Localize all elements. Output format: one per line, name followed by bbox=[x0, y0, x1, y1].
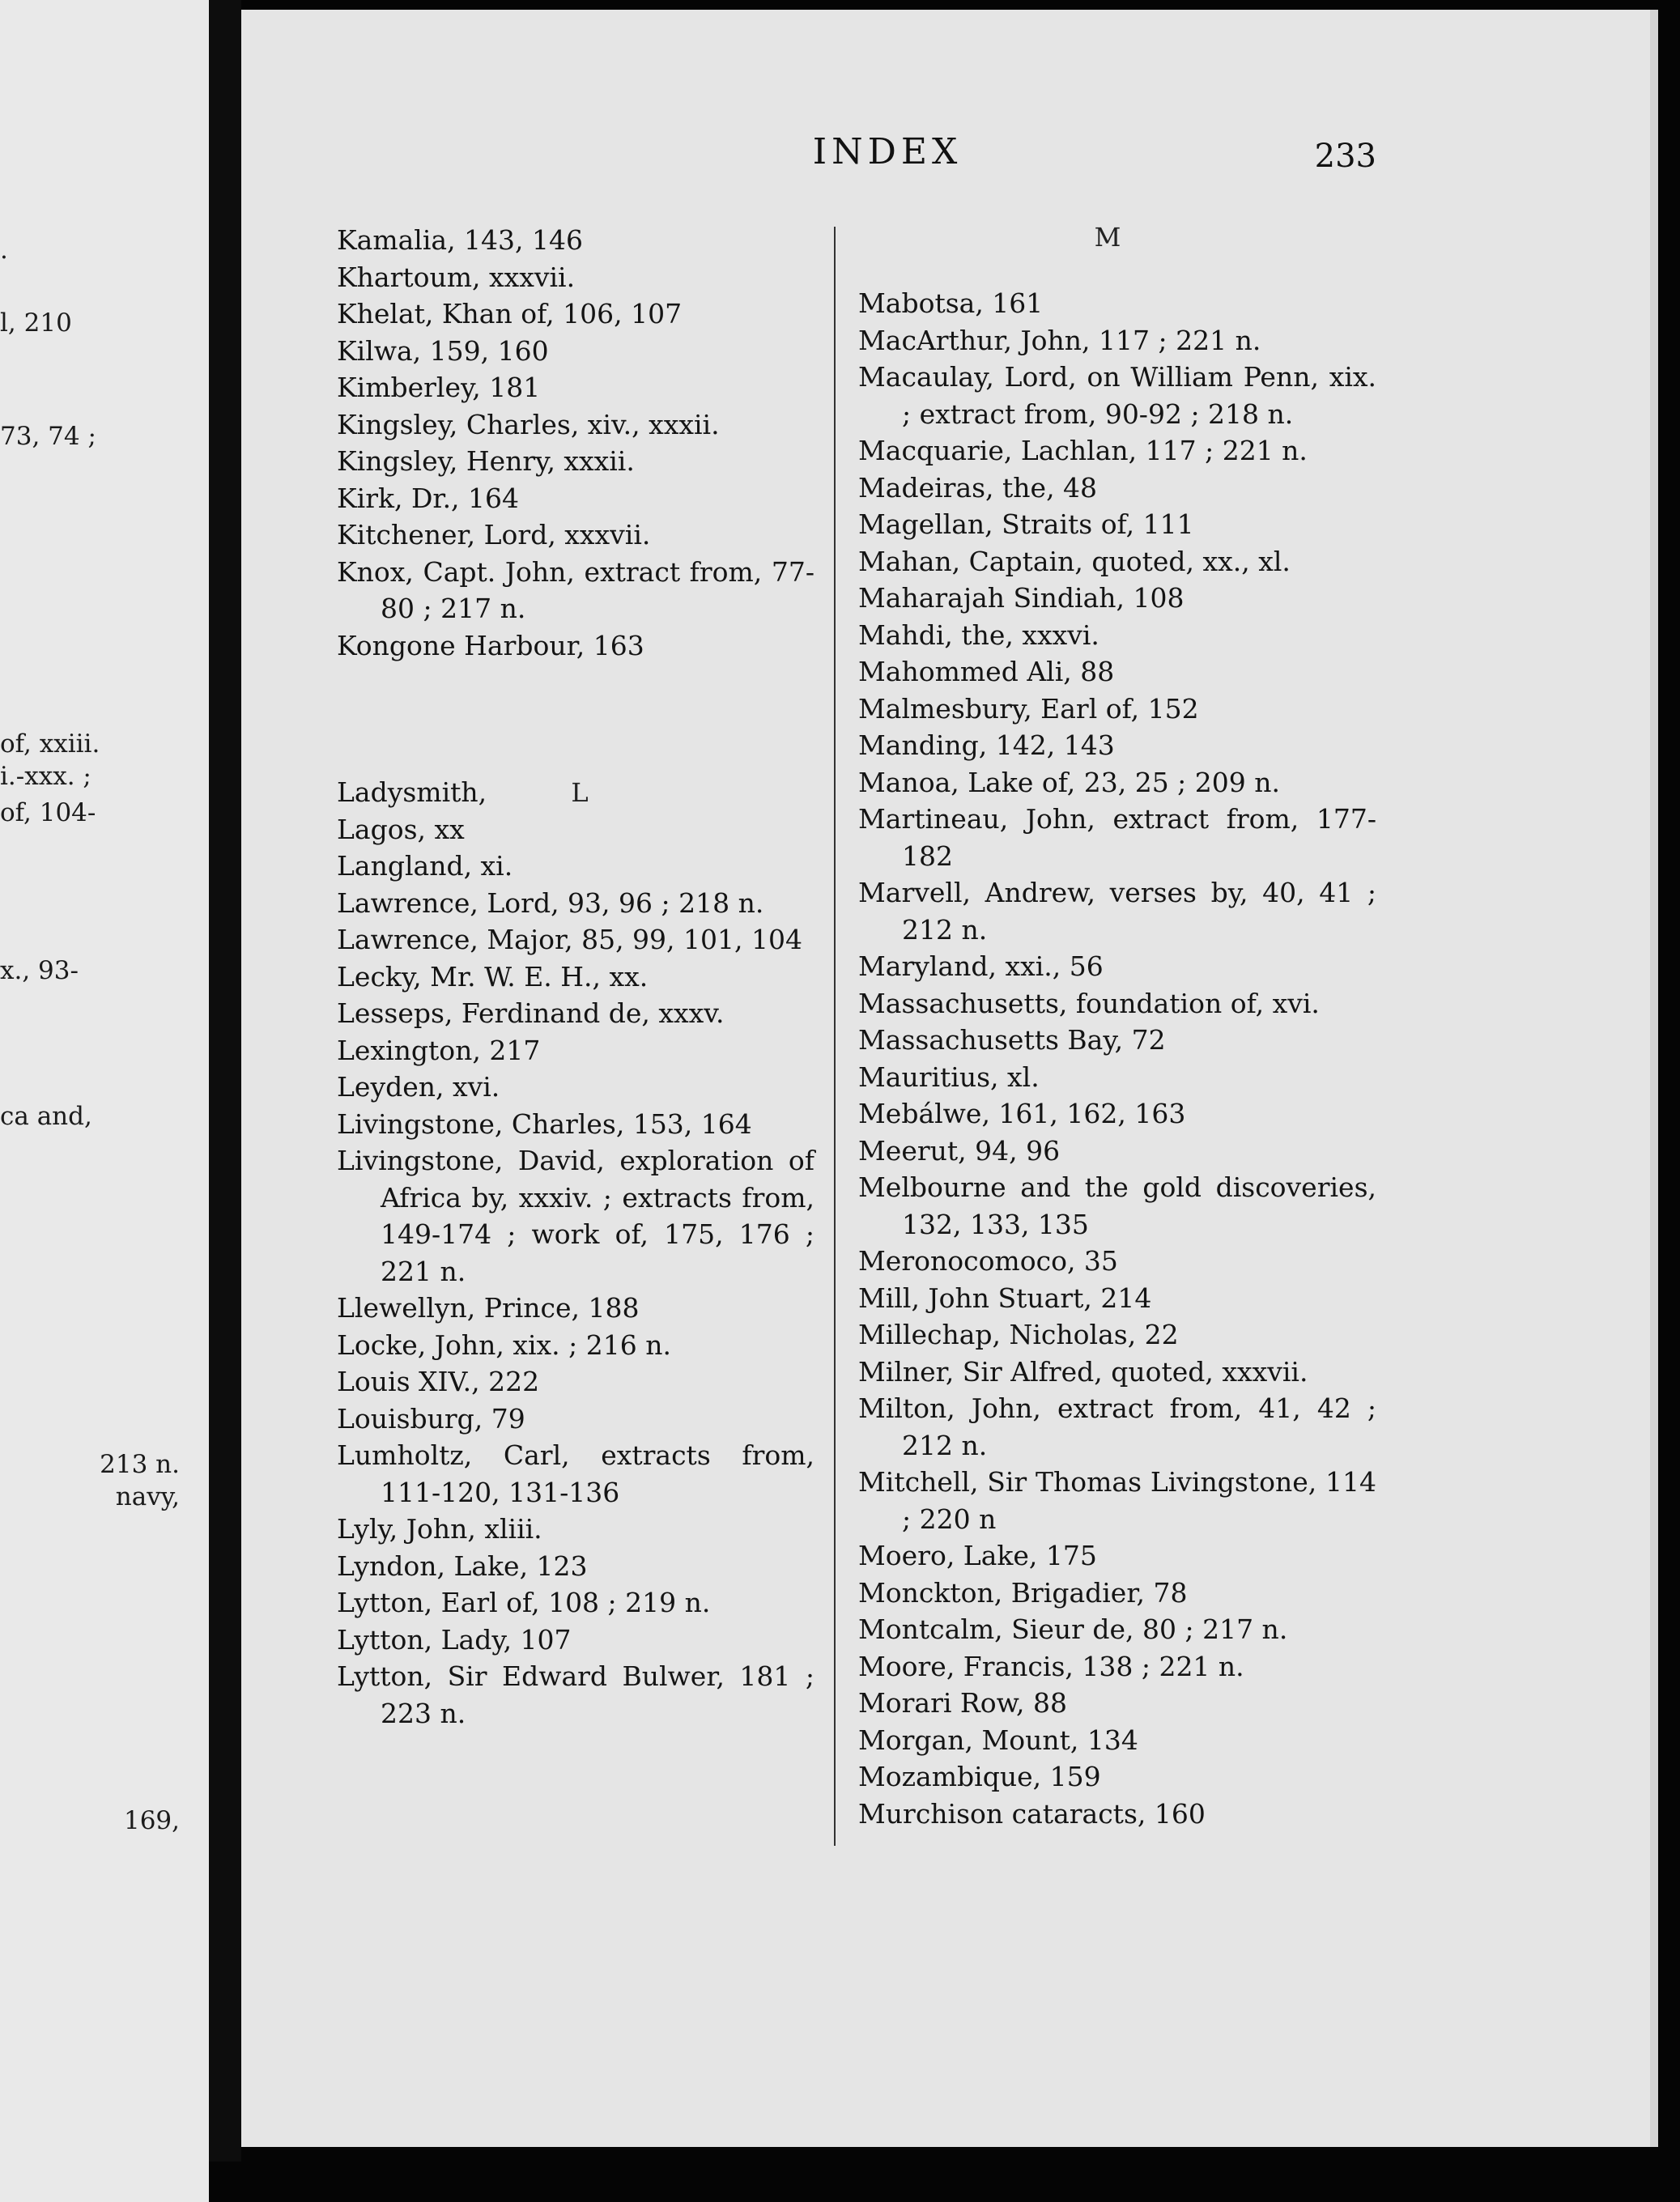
index-entry: Llewellyn, Prince, 188 bbox=[337, 1292, 640, 1324]
index-entry: Mahan, Captain, quoted, xx., xl. bbox=[858, 545, 1291, 577]
index-entry: Montcalm, Sieur de, 80 ; 217 n. bbox=[858, 1613, 1288, 1645]
index-entry: Melbourne and the gold discoveries, 132, 133, 135 bbox=[858, 1171, 1376, 1240]
index-entry: Kingsley, Henry, xxxii. bbox=[337, 445, 635, 477]
index-entry: Lyly, John, xliii. bbox=[337, 1513, 542, 1545]
index-entry: Maharajah Sindiah, 108 bbox=[858, 582, 1185, 614]
page-edge bbox=[1650, 10, 1658, 2147]
index-entry: Leyden, xvi. bbox=[337, 1071, 500, 1103]
column-rule bbox=[834, 227, 836, 1846]
index-entry: Mitchell, Sir Thomas Livingstone, 114 ; 220 n bbox=[858, 1466, 1376, 1535]
index-entry: Moero, Lake, 175 bbox=[858, 1540, 1097, 1571]
index-entry: Louis XIV., 222 bbox=[337, 1366, 540, 1397]
facing-page-fragment: x., 93- bbox=[0, 956, 79, 985]
index-entry: Lagos, xx bbox=[337, 813, 465, 845]
facing-page-fragment: . bbox=[0, 236, 8, 265]
index-entry: Moore, Francis, 138 ; 221 n. bbox=[858, 1650, 1244, 1682]
index-entry: Lawrence, Lord, 93, 96 ; 218 n. bbox=[337, 886, 764, 919]
index-entry: Magellan, Straits of, 111 bbox=[858, 508, 1194, 540]
index-entry: Massachusetts Bay, 72 bbox=[858, 1024, 1166, 1056]
index-entry: Mahdi, the, xxxvi. bbox=[858, 619, 1099, 651]
index-entry: Kirk, Dr., 164 bbox=[337, 482, 520, 514]
index-entry: Kilwa, 159, 160 bbox=[337, 334, 549, 367]
facing-page-fragment: 73, 74 ; bbox=[0, 422, 96, 451]
index-entry: Lytton, Sir Edward Bulwer, 181 ; 223 n. bbox=[337, 1660, 814, 1729]
index-entry: Louisburg, 79 bbox=[337, 1402, 525, 1435]
index-column-right bbox=[858, 285, 1376, 1832]
index-column-left bbox=[337, 222, 814, 1732]
index-entry: Massachusetts, foundation of, xvi. bbox=[858, 987, 1320, 1019]
index-entry: Macquarie, Lachlan, 117 ; 221 n. bbox=[858, 435, 1308, 466]
index-entry: Macaulay, Lord, on William Penn, xix. ; extract from, 90-92 ; 218 n. bbox=[858, 361, 1376, 430]
index-entry: Martineau, John, extract from, 177-182 bbox=[858, 803, 1376, 872]
index-entry: Khartoum, xxxvii. bbox=[337, 261, 576, 293]
section-letter-l: L bbox=[571, 777, 589, 808]
index-entry: Mauritius, xl. bbox=[858, 1061, 1040, 1093]
index-entry: Mozambique, 159 bbox=[858, 1761, 1101, 1792]
index-entry: MacArthur, John, 117 ; 221 n. bbox=[858, 324, 1261, 356]
index-entry: Monckton, Brigadier, 78 bbox=[858, 1576, 1188, 1609]
index-entry: Kingsley, Charles, xiv., xxxii. bbox=[337, 408, 720, 440]
index-entry: Lawrence, Major, 85, 99, 101, 104 bbox=[337, 924, 802, 955]
index-entry: Mebálwe, 161, 162, 163 bbox=[858, 1098, 1186, 1129]
page-number: 233 bbox=[1314, 138, 1376, 175]
index-entry: Lumholtz, Carl, extracts from, 111-120, 131-136 bbox=[337, 1439, 814, 1508]
index-entry: Ladysmith, bbox=[337, 776, 487, 808]
index-entry: Lecky, Mr. W. E. H., xx. bbox=[337, 960, 649, 993]
book-gutter bbox=[209, 0, 241, 2162]
index-entry: Lyndon, Lake, 123 bbox=[337, 1549, 588, 1582]
index-entry: Morari Row, 88 bbox=[858, 1687, 1067, 1719]
index-entry: Milton, John, extract from, 41, 42 ; 212 n. bbox=[858, 1392, 1376, 1461]
index-entry: Meronocomoco, 35 bbox=[858, 1245, 1118, 1277]
index-entry: Livingstone, Charles, 153, 164 bbox=[337, 1107, 752, 1140]
facing-page-fragment: navy, bbox=[115, 1482, 180, 1511]
facing-page-fragment: of, 104- bbox=[0, 798, 96, 827]
index-entry: Mahommed Ali, 88 bbox=[858, 656, 1115, 687]
section-letter-m: M bbox=[1094, 222, 1121, 253]
facing-page-fragment: 213 n. bbox=[100, 1450, 180, 1479]
index-entry: Maryland, xxi., 56 bbox=[858, 950, 1104, 982]
index-entry: Manding, 142, 143 bbox=[858, 729, 1115, 761]
index-entry: Kimberley, 181 bbox=[337, 372, 541, 403]
index-entry: Lytton, Earl of, 108 ; 219 n. bbox=[337, 1587, 711, 1618]
index-entry: Milner, Sir Alfred, quoted, xxxvii. bbox=[858, 1355, 1308, 1388]
facing-page-fragment: i.-xxx. ; bbox=[0, 762, 91, 791]
running-head: INDEX bbox=[812, 131, 963, 172]
index-page bbox=[241, 10, 1650, 2147]
facing-page-fragment: 169, bbox=[123, 1806, 180, 1835]
index-entry: Kitchener, Lord, xxxvii. bbox=[337, 519, 651, 550]
index-entry: Mabotsa, 161 bbox=[858, 287, 1044, 319]
index-entry: Millechap, Nicholas, 22 bbox=[858, 1319, 1179, 1350]
section-gap bbox=[337, 664, 814, 774]
index-entry: Meerut, 94, 96 bbox=[858, 1134, 1061, 1167]
index-entry: Lexington, 217 bbox=[337, 1034, 541, 1066]
index-entry: Locke, John, xix. ; 216 n. bbox=[337, 1328, 671, 1361]
index-entry: Manoa, Lake of, 23, 25 ; 209 n. bbox=[858, 766, 1281, 798]
index-entry: Kongone Harbour, 163 bbox=[337, 629, 644, 661]
index-entry: Livingstone, David, exploration of Africa by, xxxiv. ; extracts from, 149-174 ; work of, 175, 176 ; 221 n. bbox=[337, 1145, 814, 1287]
index-entry: Malmesbury, Earl of, 152 bbox=[858, 692, 1199, 725]
index-entry: Langland, xi. bbox=[337, 850, 513, 882]
index-entry: Kamalia, 143, 146 bbox=[337, 224, 584, 256]
index-entry: Marvell, Andrew, verses by, 40, 41 ; 212 n. bbox=[858, 877, 1376, 946]
facing-page-fragment: of, xxiii. bbox=[0, 729, 100, 759]
facing-page-fragment: ca and, bbox=[0, 1102, 92, 1131]
index-entry: Murchison cataracts, 160 bbox=[858, 1797, 1206, 1830]
index-entry: Lytton, Lady, 107 bbox=[337, 1623, 572, 1656]
index-entry: Lesseps, Ferdinand de, xxxv. bbox=[337, 997, 725, 1029]
facing-page-edge bbox=[0, 0, 209, 2202]
index-entry: Khelat, Khan of, 106, 107 bbox=[337, 298, 683, 329]
index-entry: Knox, Capt. John, extract from, 77-80 ; 217 n. bbox=[337, 555, 814, 624]
facing-page-fragment: l, 210 bbox=[0, 308, 72, 338]
index-entry: Mill, John Stuart, 214 bbox=[858, 1282, 1152, 1314]
index-entry: Morgan, Mount, 134 bbox=[858, 1724, 1138, 1756]
index-entry: Madeiras, the, 48 bbox=[858, 471, 1098, 504]
